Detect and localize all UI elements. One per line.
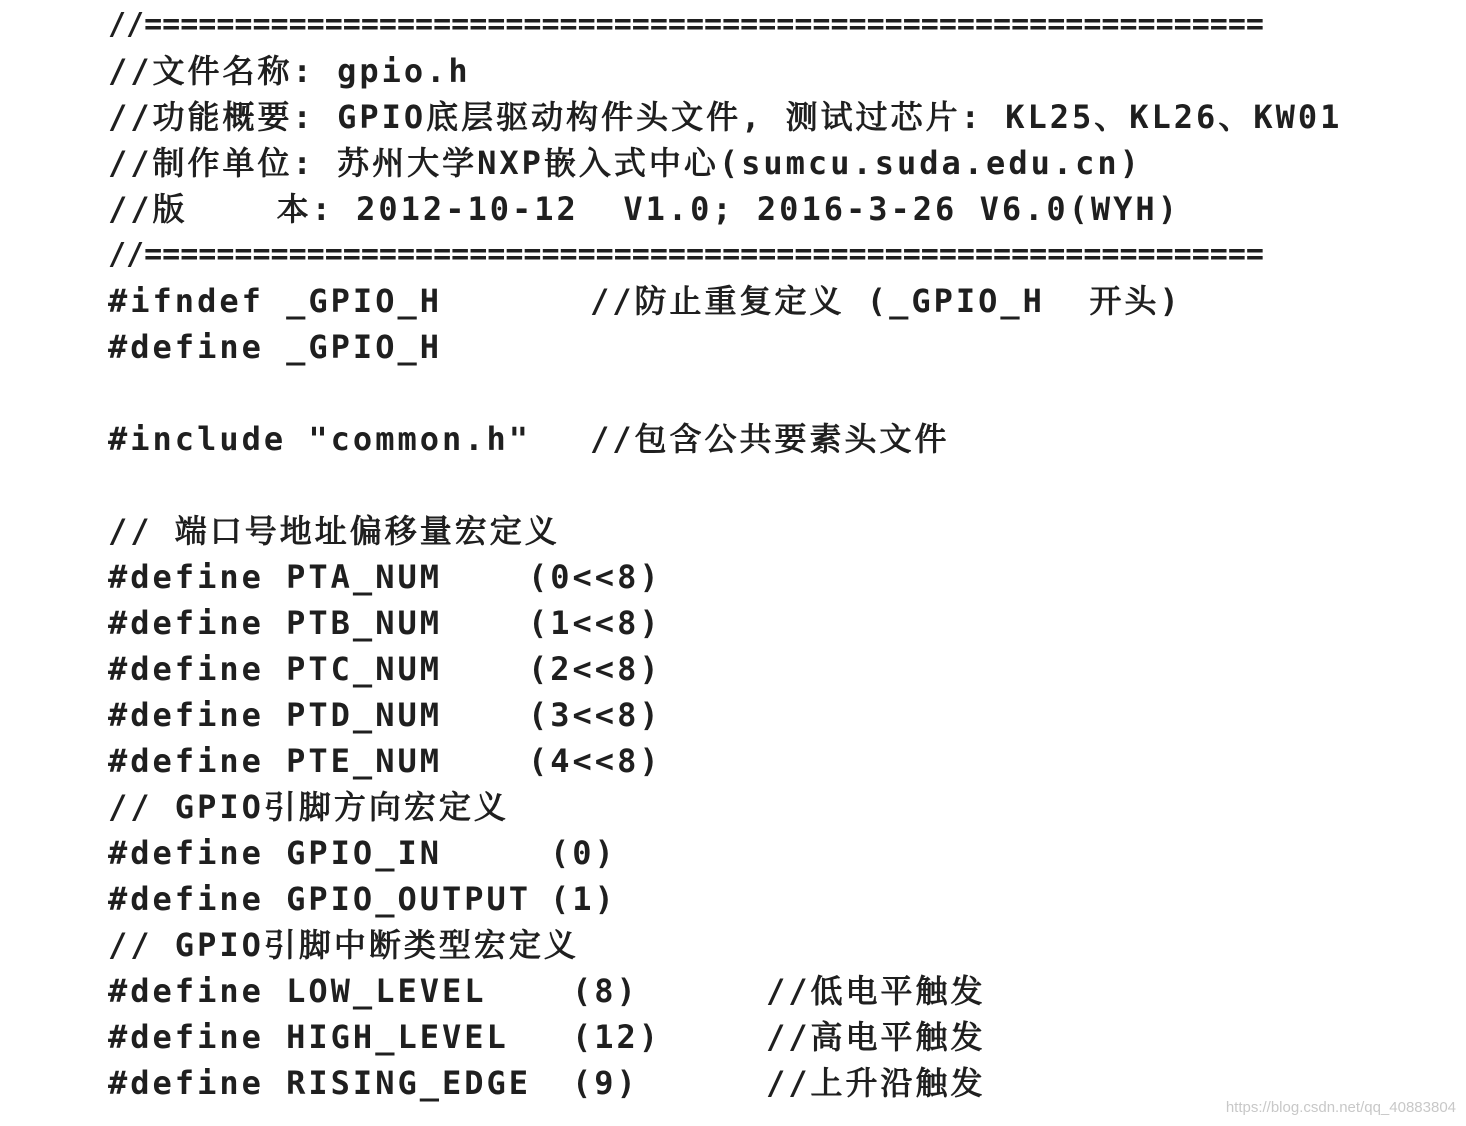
define-value: (3<<8) <box>528 696 662 734</box>
define-value: (9) <box>572 1064 639 1102</box>
ifndef-line <box>108 278 1182 324</box>
include-comment: //包含公共要素头文件 <box>590 420 950 458</box>
define-value: (4<<8) <box>528 742 662 780</box>
define-value: (8) <box>572 972 639 1010</box>
define-comment: //上升沿触发 <box>766 1064 986 1102</box>
dir-comment: // GPIO引脚方向宏定义 <box>108 788 509 826</box>
ifndef-comment: //防止重复定义 (_GPIO_H 开头) <box>590 282 1182 320</box>
define-name: #define PTE_NUM <box>108 742 442 780</box>
port-comment: // 端口号地址偏移量宏定义 <box>108 512 560 550</box>
define-value: (12) <box>572 1018 662 1056</box>
define-value: (2<<8) <box>528 650 662 688</box>
define-line <box>108 554 662 600</box>
define-comment: //低电平触发 <box>766 972 986 1010</box>
define-line <box>108 876 617 922</box>
define-name: #define HIGH_LEVEL <box>108 1018 509 1056</box>
summary-comment: //功能概要: GPIO底层驱动构件头文件, 测试过芯片: KL25、KL26、KW01 <box>108 98 1343 136</box>
define-name: #define PTA_NUM <box>108 558 442 596</box>
define-name: #define PTC_NUM <box>108 650 442 688</box>
define-line <box>108 646 662 692</box>
int-comment: // GPIO引脚中断类型宏定义 <box>108 926 579 964</box>
header-rule-top: //============================================================== <box>108 7 1264 42</box>
include-code: #include "common.h" <box>108 420 532 458</box>
define-line <box>108 968 986 1014</box>
define-name: #define PTD_NUM <box>108 696 442 734</box>
define-comment: //高电平触发 <box>766 1018 986 1056</box>
define-value: (0<<8) <box>528 558 662 596</box>
file-name-comment: //文件名称: gpio.h <box>108 52 471 90</box>
define-line <box>108 738 662 784</box>
define-guard-line: #define _GPIO_H <box>108 328 442 366</box>
unit-comment: //制作单位: 苏州大学NXP嵌入式中心(sumcu.suda.edu.cn) <box>108 144 1142 182</box>
define-line <box>108 1014 986 1060</box>
define-name: #define PTB_NUM <box>108 604 442 642</box>
define-line <box>108 692 662 738</box>
define-line <box>108 600 662 646</box>
define-name: #define LOW_LEVEL <box>108 972 487 1010</box>
define-name: #define RISING_EDGE <box>108 1064 532 1102</box>
define-name: #define GPIO_OUTPUT <box>108 880 532 918</box>
define-value: (0) <box>550 834 617 872</box>
version-comment: //版 本: 2012-10-12 V1.0; 2016-3-26 V6.0(WYH) <box>108 190 1180 228</box>
ifndef-code: #ifndef _GPIO_H <box>108 282 442 320</box>
watermark: https://blog.csdn.net/qq_40883804 <box>1225 1099 1456 1116</box>
define-line <box>108 1060 986 1106</box>
header-rule-bottom: //============================================================== <box>108 237 1264 272</box>
define-line <box>108 830 617 876</box>
define-value: (1) <box>550 880 617 918</box>
include-line <box>108 416 950 462</box>
define-name: #define GPIO_IN <box>108 834 442 872</box>
define-value: (1<<8) <box>528 604 662 642</box>
